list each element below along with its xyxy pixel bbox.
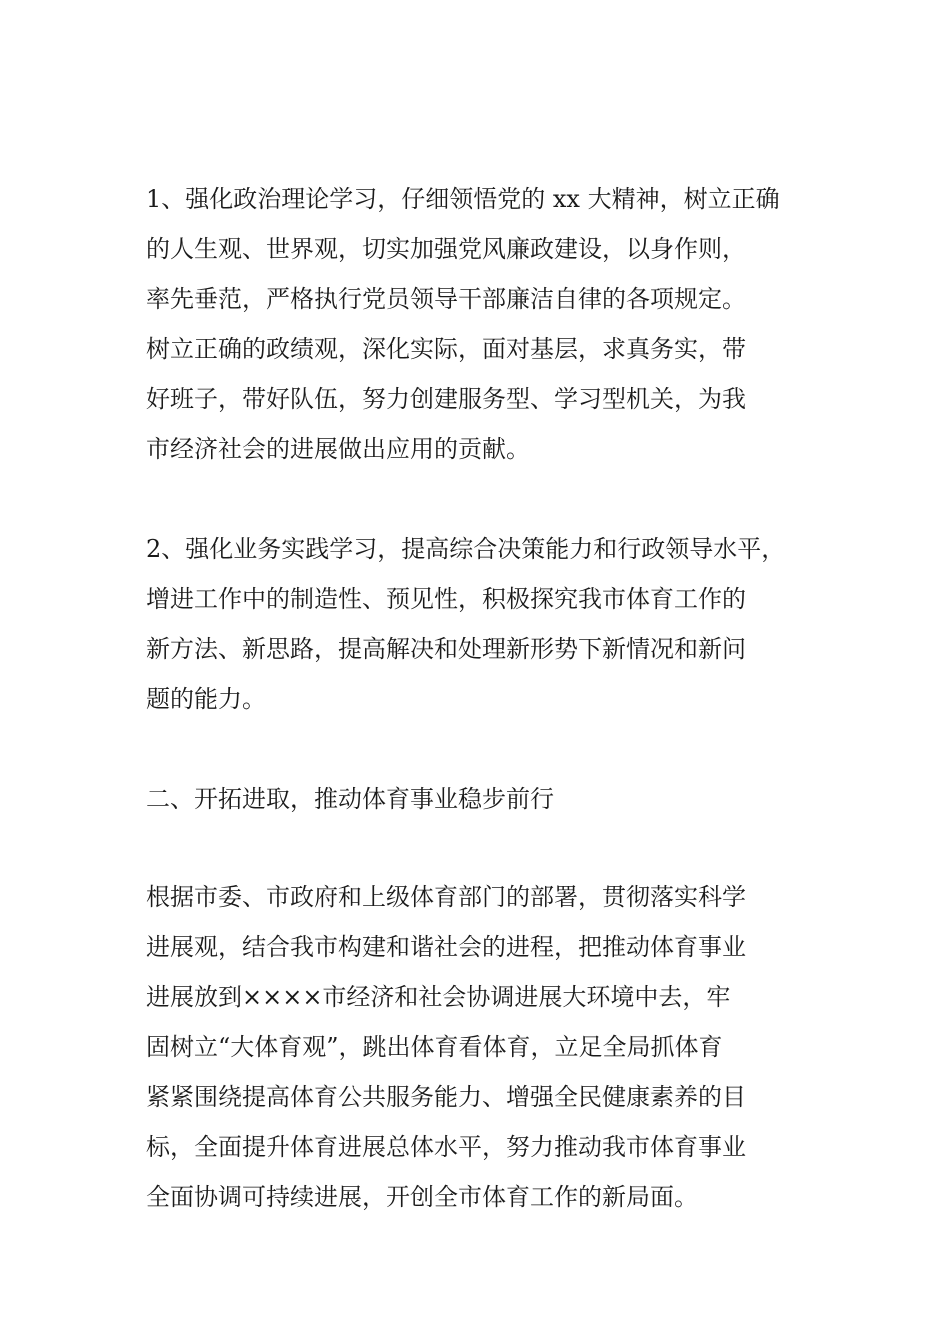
section-heading xyxy=(146,774,836,824)
paragraph-business-study xyxy=(146,524,836,724)
text-line: 率先垂范，严格执行党员领导干部廉洁自律的各项规定。 xyxy=(146,285,746,313)
text-line: 进展放到××××市经济和社会协调进展大环境中去，牢 xyxy=(146,983,731,1011)
text-line: 好班子，带好队伍，努力创建服务型、学习型机关，为我 xyxy=(146,385,746,413)
text-line: 的人生观、世界观，切实加强党风廉政建设，以身作则， xyxy=(146,235,746,263)
text-line: 增进工作中的制造性、预见性，积极探究我市体育工作的 xyxy=(146,585,746,613)
text-line: 标，全面提升体育进展总体水平，努力推动我市体育事业 xyxy=(146,1133,746,1161)
text-line: 树立正确的政绩观，深化实际，面对基层，求真务实，带 xyxy=(146,335,746,363)
text-line: 题的能力。 xyxy=(146,685,266,713)
paragraph-sports-development xyxy=(146,872,836,1222)
text-line: 市经济社会的进展做出应用的贡献。 xyxy=(146,435,530,463)
text-line: 2、强化业务实践学习，提高综合决策能力和行政领导水平， xyxy=(146,535,786,563)
paragraph-political-study xyxy=(146,174,836,474)
text-line: 全面协调可持续进展，开创全市体育工作的新局面。 xyxy=(146,1183,698,1211)
heading-text: 二、开拓进取，推动体育事业稳步前行 xyxy=(146,785,554,813)
text-line: 根据市委、市政府和上级体育部门的部署，贯彻落实科学 xyxy=(146,883,746,911)
text-line: 新方法、新思路，提高解决和处理新形势下新情况和新问 xyxy=(146,635,746,663)
text-line: 固树立“大体育观”，跳出体育看体育，立足全局抓体育 xyxy=(146,1033,723,1061)
text-line: 1、强化政治理论学习，仔细领悟党的 xx 大精神，树立正确 xyxy=(146,185,780,213)
text-line: 紧紧围绕提高体育公共服务能力、增强全民健康素养的目 xyxy=(146,1083,746,1111)
text-line: 进展观，结合我市构建和谐社会的进程，把推动体育事业 xyxy=(146,933,746,961)
